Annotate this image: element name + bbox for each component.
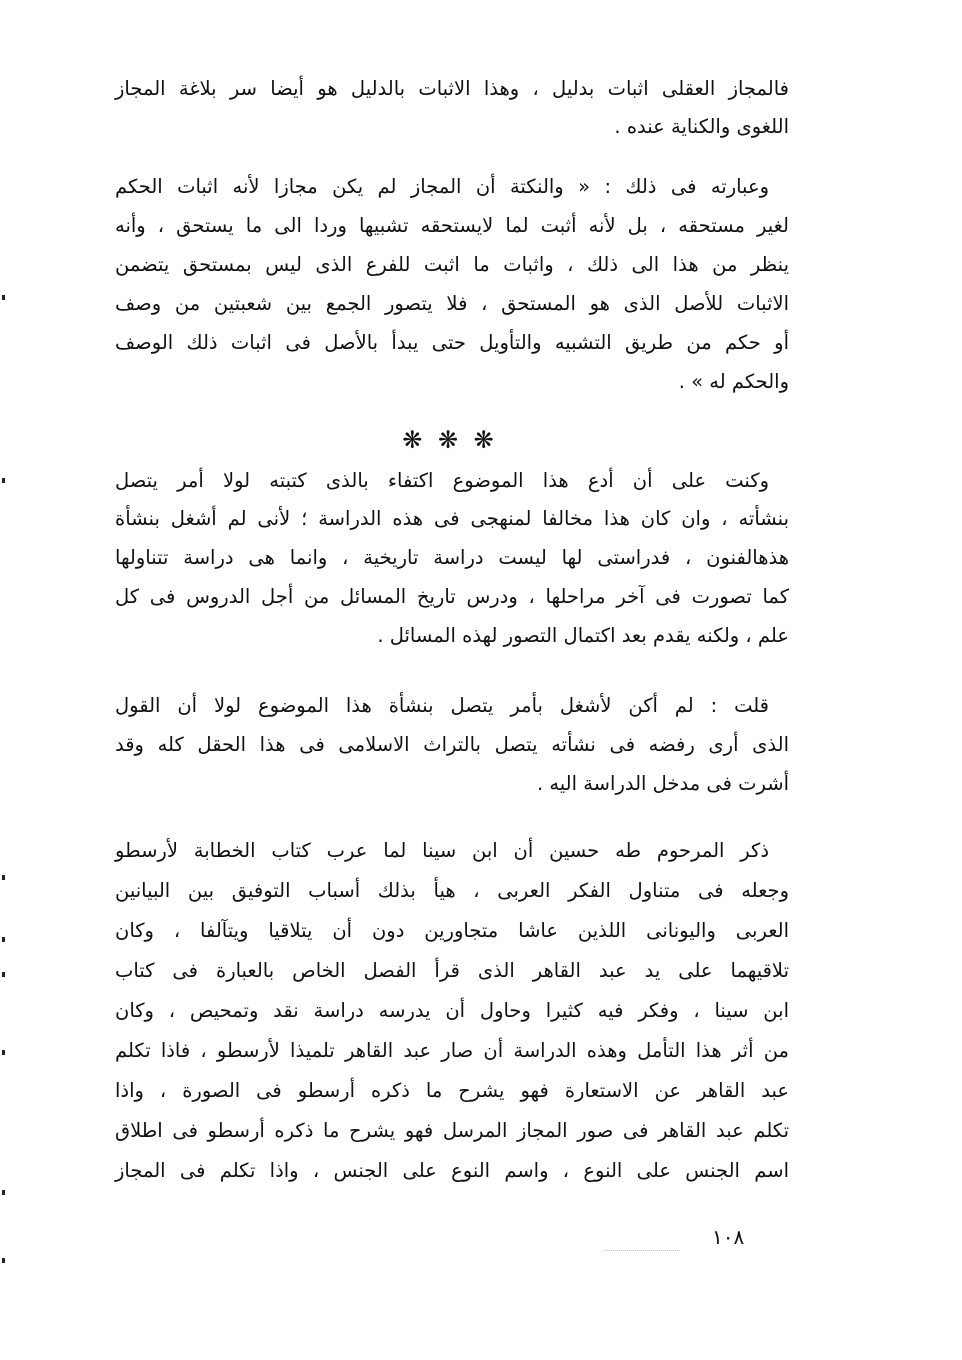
page-number: ١٠٨ [712,1225,745,1249]
text-line: اللغوى والكناية عنده . [614,115,789,138]
text-line: عبد القاهر عن الاستعارة فهو يشرح ما ذكره أرسطو فى الصورة ، واذا [115,1079,789,1102]
scan-mark [2,937,5,942]
text-line: ينظر من هذا الى ذلك ، واثبات ما اثبت للفرع الذى ليس بمستحق يتضمن [115,253,789,276]
section-separator: ❋ ❋ ❋ [402,426,498,454]
text-line: وكنت على أن أدع هذا الموضوع اكتفاء بالذى كتبته لولا أمر يتصل [115,469,769,492]
text-line: أشرت فى مدخل الدراسة اليه . [536,772,789,795]
text-line: الاثبات للأصل الذى هو المستحق ، فلا يتصور الجمع بين شعبتين من وصف [115,292,789,315]
text-line: قلت : لم أكن لأشغل بأمر يتصل بنشأة هذا الموضوع لولا أن القول [115,694,769,717]
text-line: فالمجاز العقلى اثبات بدليل ، وهذا الاثبات بالدليل هو أيضا سر بلاغة المجاز [115,77,789,100]
text-line: العربى واليونانى اللذين عاشا متجاورين دون أن يتلاقيا ويتآلفا ، وكان [115,919,789,942]
text-line: الذى أرى رفضه فى نشأته يتصل بالتراث الاسلامى فى هذا الحقل كله وقد [115,733,789,756]
scan-artifact [605,1250,680,1252]
scan-mark [2,295,5,300]
scan-mark [2,972,5,977]
scan-mark [2,1190,5,1195]
text-line: والحكم له » . [678,370,789,393]
text-line: من أثر هذا التأمل وهذه الدراسة أن صار عبد القاهر تلميذا لأرسطو ، فاذا تكلم [115,1039,789,1062]
text-line: ذكر المرحوم طه حسين أن ابن سينا لما عرب كتاب الخطابة لأرسطو [115,839,769,862]
scan-mark [2,478,5,483]
text-line: أو حكم من طريق التشبيه والتأويل حتى يبدأ بالأصل فى اثبات ذلك الوصف [115,331,789,354]
text-line: بنشأته ، وان كان هذا مخالفا لمنهجى فى هذه الدراسة ؛ لأنى لم أشغل بنشأة [115,507,789,530]
text-line: كما تصورت فى آخر مراحلها ، ودرس تاريخ المسائل من أجل الدروس فى كل [115,585,789,608]
text-line: وعبارته فى ذلك : « والنكتة أن المجاز لم يكن مجازا لأنه اثبات الحكم [115,175,769,198]
scan-mark [2,1258,5,1263]
text-line: تلاقيهما على يد عبد القاهر الذى قرأ الفصل الخاص بالعبارة فى كتاب [115,959,789,982]
text-line: وجعله فى متناول الفكر العربى ، هيأ بذلك أسباب التوفيق بين البيانين [115,879,789,902]
text-line: ابن سينا ، وفكر فيه كثيرا وحاول أن يدرسه دراسة نقد وتمحيص ، وكان [115,999,789,1022]
text-line: علم ، ولكنه يقدم بعد اكتمال التصور لهذه المسائل . [377,624,789,647]
text-line: اسم الجنس على النوع ، واسم النوع على الجنس ، واذا تكلم فى المجاز [115,1159,789,1182]
text-line: تكلم عبد القاهر فى صور المجاز المرسل فهو يشرح ما ذكره أرسطو فى اطلاق [115,1119,789,1142]
text-line: لغير مستحقه ، بل لأنه أثبت لما لايستحقه تشبيها وردا الى ما يستحق ، وأنه [115,214,789,237]
scan-mark [2,875,5,880]
text-line: هذهالفنون ، فدراستى لها ليست دراسة تاريخية ، وانما هى دراسة تتناولها [115,546,789,569]
scan-mark [2,1050,5,1055]
